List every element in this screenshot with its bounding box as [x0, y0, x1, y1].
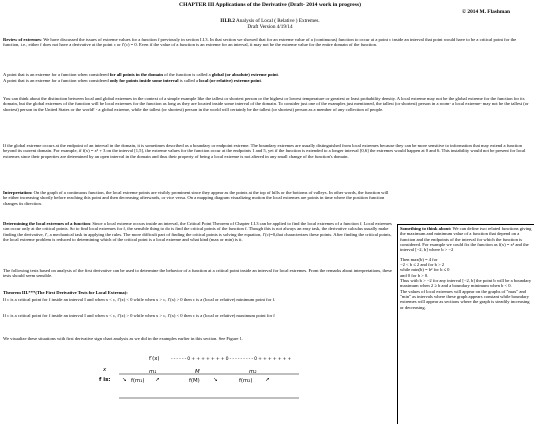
determining-paragraph [3, 221, 393, 242]
arrow-increasing-1-icon: ↗ [155, 377, 160, 383]
sidebar-min-2: and 0 for b > 0. [400, 272, 429, 278]
sidebar-values: The values of local extremes will appear on the graphs of "max" and "min" as intervals where these graph appears constant while boundary extremes will appear as sections where the graph is steadily increasing or decreasing. [400, 288, 530, 310]
sidebar-thus: Thus with b > −2 for any interval [−2, b] the point b will be a boundary maximum when 2 ≥ b and a boundary minimum when b < 0. [400, 278, 532, 289]
global-term: global (or absolute) extreme point [211, 72, 278, 77]
copyright: © 2014 M. Flashman [462, 9, 511, 15]
local-definition: A point that is an extreme for a function when considered only for points inside some interval is called a local (or relative) extreme point. [3, 78, 263, 83]
global-definition: A point that is an extreme for a function when considered for all points in the domain of the function is called a global (or absolute) extreme point. [3, 72, 280, 77]
review-label: Review of extremes [3, 37, 41, 42]
global-pre: A point that is an extreme for a function when considered [3, 72, 110, 77]
global-mid: of the function is called a [162, 72, 212, 77]
f-is-label: f is: [99, 377, 111, 383]
theorem-line-2: If c is a critical point for f inside an interval I and when x < c, f′(x) > 0 while when x > c, f′(x) < 0 then c is a (local or relative) maximum point for f [3, 313, 275, 318]
arrow-increasing-2-icon: ↗ [265, 377, 270, 383]
determining-label: Determining the local extremes of a function [3, 221, 90, 226]
sign-chart-figure [89, 354, 299, 405]
section-title: Analysis of Local ( Relative ) Extremes. [236, 18, 320, 24]
fm2-label: f(m₂) [239, 378, 253, 384]
local-term: local (or relative) extreme point [199, 78, 261, 83]
local-pre: A point that is an extreme for a function when considered [3, 78, 110, 83]
fprime-label: f′(x) [149, 356, 160, 362]
sidebar-intro: We can define two related functions giving the maximum and minimum value of a function that depend on a function and the endpoints of the interval for which the function is considered. For example we could fix the function as f(x) = x² and the interval [−2, b] where b > −2 [400, 226, 532, 253]
theorem-title: Theorem III.***(The First Derivative Tests for Local Extrema): [3, 290, 128, 295]
section-label: III.B.2 [220, 18, 235, 24]
determining-text: : Since a local extreme occurs inside an interval, the Critical Point Theorem of Chapter I.I.3 can be applied to find the local extremes of a function f. Local extremes can occur only at the critical points. So to find local extremes for f, the sensible thing to do is find the critical points of the function f. Though this is not always an easy task, the derivative calculus usually make finding the derivative, f′, a mechanical task in applying the rules. The more difficult part of finding the critical points is solving the equation, f′(c)=0,that characterizes these points. After finding the critical points, the local extreme problem is reduced to determining which of the critical point is a local extreme and what kind (max or min) is it. [3, 221, 392, 243]
arrow-decreasing-2-icon: ↘ [213, 377, 218, 383]
distinction-paragraph: You can think about the distinction between local and global extremes in the context of a simple example like the tallest or shortest person or the highest or lowest temperature or greatest or least probability density. A local extreme may not be the global extreme for the function for its domain, but the global extremes of the function will be local extremes for the function as long as they are located inside some interval of the domain. To consider just one of the examples just mentioned, the tallest (or shortest) person in a room- a local extreme- may not be the tallest (or shortest) person in the United States or the world! - a global extreme, while the tallest (or shortest) person in the world will certainly be the tallest (or shortest) person as a member of any collection of people. [3, 96, 529, 112]
fM-label: f(M) [189, 378, 200, 384]
visualize-paragraph: We visualize these situations with first derivative sign chart analysis as we did in the examples earlier in this section. See Figure 1. [3, 336, 243, 341]
sign-sequence: - - - - - - 0 + + + + + + + 0 - - - - - - - - - 0 + + + + + + + [171, 357, 292, 362]
sidebar-max: Then max(b) = 4 for [400, 256, 438, 262]
x-label: x [103, 367, 107, 373]
draft-version: Draft Version 4/19/14 [247, 24, 293, 30]
sidebar-intro-paragraph [400, 226, 532, 253]
review-text: : We have discussed the issues of extreme values for a function f previously in section I.I.3. In that section we showed that for an extreme value of a (continuous) function to occur at a point c inside an interval that point would have to be a critical point for the function, i.e., either f does not have a derivative at the point c or f′(c) = 0. Even if the value of a function is an extreme for an interval, it may not be the extreme value for the entire domain of the function. [3, 37, 517, 48]
sidebar-max-2: −2 < b ≤ 2 and for b > 2 [400, 262, 445, 268]
endpoint-paragraph: If the global extreme occurs at the endpoint of an interval in the domain, it is sometimes described as a boundary or endpoint extreme. The boundary extremes are usually distinguished from local extremes because they can be more sensitive to information that may extend a function beyond its current domain. For example, if f(x) = x³ + 3 on the interval [1,5], the extreme values for the function occur at the endpoints 1 and 5, yet if the function is extended to a longer interval [0,6] the extremes would happen at 0 and 6. This instability would not be present for local extremes since their properties are determined by an open interval in the domain and thus their property of being a local extreme is not altered in any small change of the function's domain. [3, 143, 526, 159]
arrow-decreasing-1-icon: ↘ [122, 377, 127, 383]
global-bold: for all points in the domain [109, 72, 163, 77]
sidebar-title: Something to think about: [400, 226, 452, 231]
sidebar-min: while min(b) = b² for b ≤ 0 [400, 267, 450, 273]
local-bold: only for points inside some interval [109, 78, 179, 83]
local-mid: is called a [178, 78, 200, 83]
interpretation-paragraph [3, 190, 393, 206]
sidebar-box [397, 224, 534, 424]
determining-paragraph-2: The following tests based on analysis of the first derivative can be used to determine the behavior of a function at a critical point inside an interval for local extremes. From the remarks about interpretations, these tests should seem sensible. [3, 268, 392, 279]
m2-label: m₂ [249, 369, 257, 375]
theorem-line-1: If c is a critical point for f inside an interval I and when x < c, f′(x) < 0 while when x > c, f′(x) > 0 then c is a (local or relative) minimum point for f. [3, 297, 276, 302]
interpretation-text: On the graph of a continuous function, the local extreme points are visibly prominent since they appear as the points at the top of hills or the bottoms of valleys. In other words, the function will be either increasing shortly before reaching this point and then decreasing afterwards, or vice versa. On a mapping diagram visualizing motion the local extremes are points in time where the position function changes its direction. [3, 190, 389, 206]
m1-label: m₁ [149, 369, 157, 375]
M-label: M [195, 369, 200, 375]
review-paragraph [3, 37, 533, 48]
interpretation-label: Interpretation: [3, 190, 33, 195]
chapter-title: CHAPTER III Applications of the Derivative (Draft- 2014 work in progress) [179, 2, 361, 8]
fm1-label: f(m₁) [131, 378, 145, 384]
